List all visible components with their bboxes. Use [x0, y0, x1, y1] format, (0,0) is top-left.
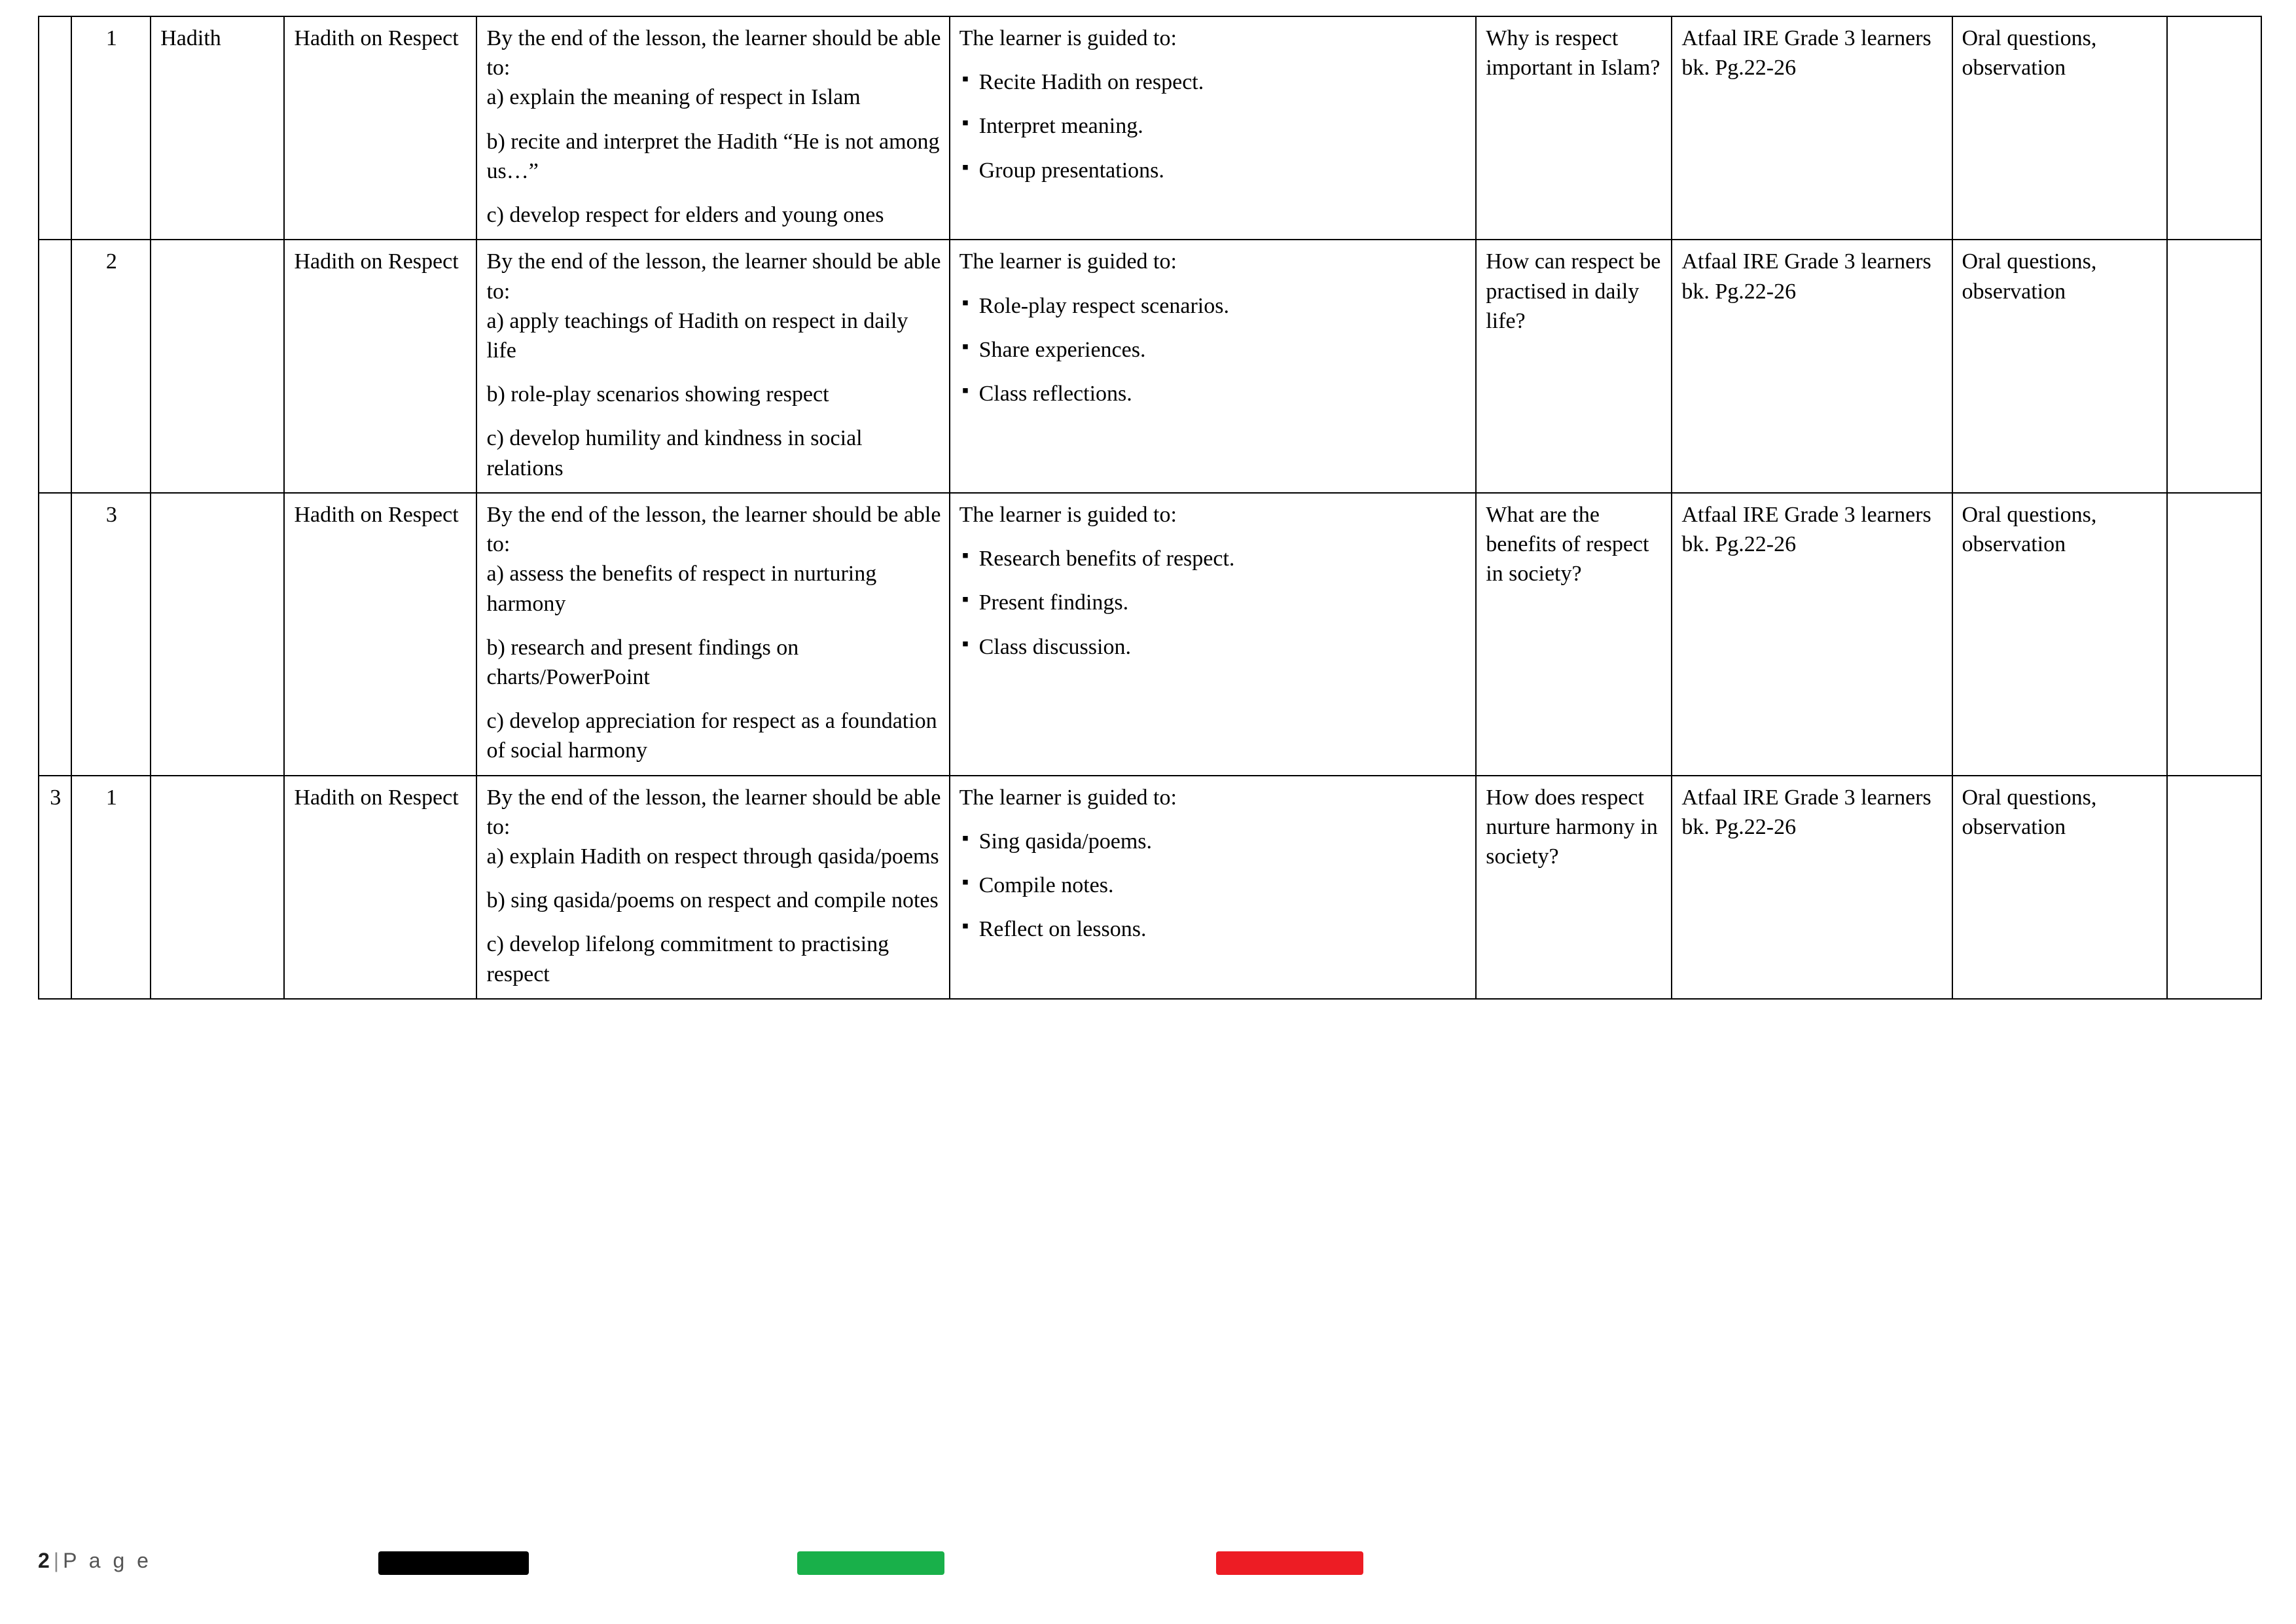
cell-key-inquiry-question: Why is respect important in Islam? — [1476, 16, 1672, 240]
outcome-item: b) sing qasida/poems on respect and compile notes — [486, 888, 939, 913]
cell-key-inquiry-question: How does respect nurture harmony in society? — [1476, 776, 1672, 999]
scheme-of-work-table — [38, 16, 2262, 1000]
cell-learning-resources: Atfaal IRE Grade 3 learners bk. Pg.22-26 — [1672, 776, 1952, 999]
outcome-item: c) develop appreciation for respect as a foundation of social harmony — [486, 709, 937, 763]
cell-assessment: Oral questions, observation — [1952, 16, 2167, 240]
cell-assessment: Oral questions, observation — [1952, 776, 2167, 999]
outcome-item: b) role-play scenarios showing respect — [486, 382, 829, 407]
outcomes-intro: By the end of the lesson, the learner should be able to: — [486, 502, 941, 557]
cell-strand — [151, 240, 284, 493]
list-item: ▪ Role-play respect scenarios. — [960, 291, 1468, 321]
cell-learning-experiences — [950, 776, 1477, 999]
list-item: ▪ Class discussion. — [960, 632, 1468, 662]
outcome-item: c) develop respect for elders and young ones — [486, 203, 884, 228]
experiences-list — [960, 67, 1468, 185]
outcome-item: b) recite and interpret the Hadith “He is not among us…” — [486, 129, 940, 183]
experiences-list — [960, 827, 1468, 945]
outcome-item: a) explain Hadith on respect through qasida/poems — [486, 844, 939, 869]
cell-assessment: Oral questions, observation — [1952, 493, 2167, 776]
cell-lesson: 1 — [71, 776, 151, 999]
table-row — [39, 16, 2261, 240]
cell-week — [39, 493, 71, 776]
outcome-item: a) explain the meaning of respect in Islam — [486, 85, 861, 110]
experiences-intro: The learner is guided to: — [959, 502, 1177, 527]
list-item: ▪ Interpret meaning. — [960, 111, 1468, 141]
list-item: ▪ Research benefits of respect. — [960, 544, 1468, 573]
outcome-item: a) assess the benefits of respect in nurturing harmony — [486, 562, 877, 616]
cell-learning-outcomes — [476, 493, 949, 776]
list-item: ▪ Group presentations. — [960, 156, 1468, 185]
experiences-intro: The learner is guided to: — [959, 785, 1177, 810]
cell-sub-strand: Hadith on Respect — [284, 240, 476, 493]
cell-sub-strand: Hadith on Respect — [284, 16, 476, 240]
cell-learning-resources: Atfaal IRE Grade 3 learners bk. Pg.22-26 — [1672, 493, 1952, 776]
cell-sub-strand: Hadith on Respect — [284, 493, 476, 776]
cell-learning-outcomes — [476, 16, 949, 240]
cell-lesson: 3 — [71, 493, 151, 776]
cell-learning-experiences — [950, 16, 1477, 240]
list-item: ▪ Sing qasida/poems. — [960, 827, 1468, 856]
footer-page-word: P a g e — [63, 1549, 152, 1572]
outcomes-intro: By the end of the lesson, the learner should be able to: — [486, 249, 941, 304]
cell-reflection — [2167, 776, 2261, 999]
page-footer — [38, 1543, 2262, 1589]
footer-decor-bar-red — [1216, 1551, 1363, 1575]
table-row — [39, 776, 2261, 999]
list-item: ▪ Class reflections. — [960, 379, 1468, 408]
list-item: ▪ Recite Hadith on respect. — [960, 67, 1468, 97]
table-row — [39, 240, 2261, 493]
cell-learning-experiences — [950, 240, 1477, 493]
experiences-list — [960, 544, 1468, 662]
outcome-item: c) develop humility and kindness in social relations — [486, 426, 863, 480]
outcomes-intro: By the end of the lesson, the learner should be able to: — [486, 26, 941, 81]
cell-strand — [151, 776, 284, 999]
cell-reflection — [2167, 240, 2261, 493]
list-item: ▪ Compile notes. — [960, 871, 1468, 900]
list-item: ▪ Share experiences. — [960, 335, 1468, 365]
cell-week — [39, 240, 71, 493]
experiences-list — [960, 291, 1468, 409]
experiences-intro: The learner is guided to: — [959, 249, 1177, 274]
footer-separator: | — [53, 1549, 60, 1572]
cell-assessment: Oral questions, observation — [1952, 240, 2167, 493]
footer-decor-bar-green — [797, 1551, 944, 1575]
cell-key-inquiry-question: How can respect be practised in daily life? — [1476, 240, 1672, 493]
list-item: ▪ Reflect on lessons. — [960, 914, 1468, 944]
cell-week: 3 — [39, 776, 71, 999]
outcomes-intro: By the end of the lesson, the learner should be able to: — [486, 785, 941, 839]
footer-page-number: 2 — [38, 1549, 50, 1572]
cell-strand — [151, 493, 284, 776]
cell-lesson: 1 — [71, 16, 151, 240]
experiences-intro: The learner is guided to: — [959, 26, 1177, 50]
cell-reflection — [2167, 493, 2261, 776]
cell-learning-resources: Atfaal IRE Grade 3 learners bk. Pg.22-26 — [1672, 240, 1952, 493]
cell-reflection — [2167, 16, 2261, 240]
cell-learning-resources: Atfaal IRE Grade 3 learners bk. Pg.22-26 — [1672, 16, 1952, 240]
page-number-label — [38, 1549, 152, 1573]
cell-week — [39, 16, 71, 240]
table-row — [39, 493, 2261, 776]
outcome-item: b) research and present findings on charts/PowerPoint — [486, 635, 799, 689]
cell-strand: Hadith — [151, 16, 284, 240]
cell-lesson: 2 — [71, 240, 151, 493]
outcome-item: c) develop lifelong commitment to practising respect — [486, 932, 889, 986]
cell-sub-strand: Hadith on Respect — [284, 776, 476, 999]
cell-learning-experiences — [950, 493, 1477, 776]
cell-learning-outcomes — [476, 776, 949, 999]
footer-decor-bar-black — [378, 1551, 529, 1575]
list-item: ▪ Present findings. — [960, 588, 1468, 617]
table-body — [39, 16, 2261, 999]
cell-key-inquiry-question: What are the benefits of respect in society? — [1476, 493, 1672, 776]
cell-learning-outcomes — [476, 240, 949, 493]
outcome-item: a) apply teachings of Hadith on respect in daily life — [486, 308, 908, 363]
